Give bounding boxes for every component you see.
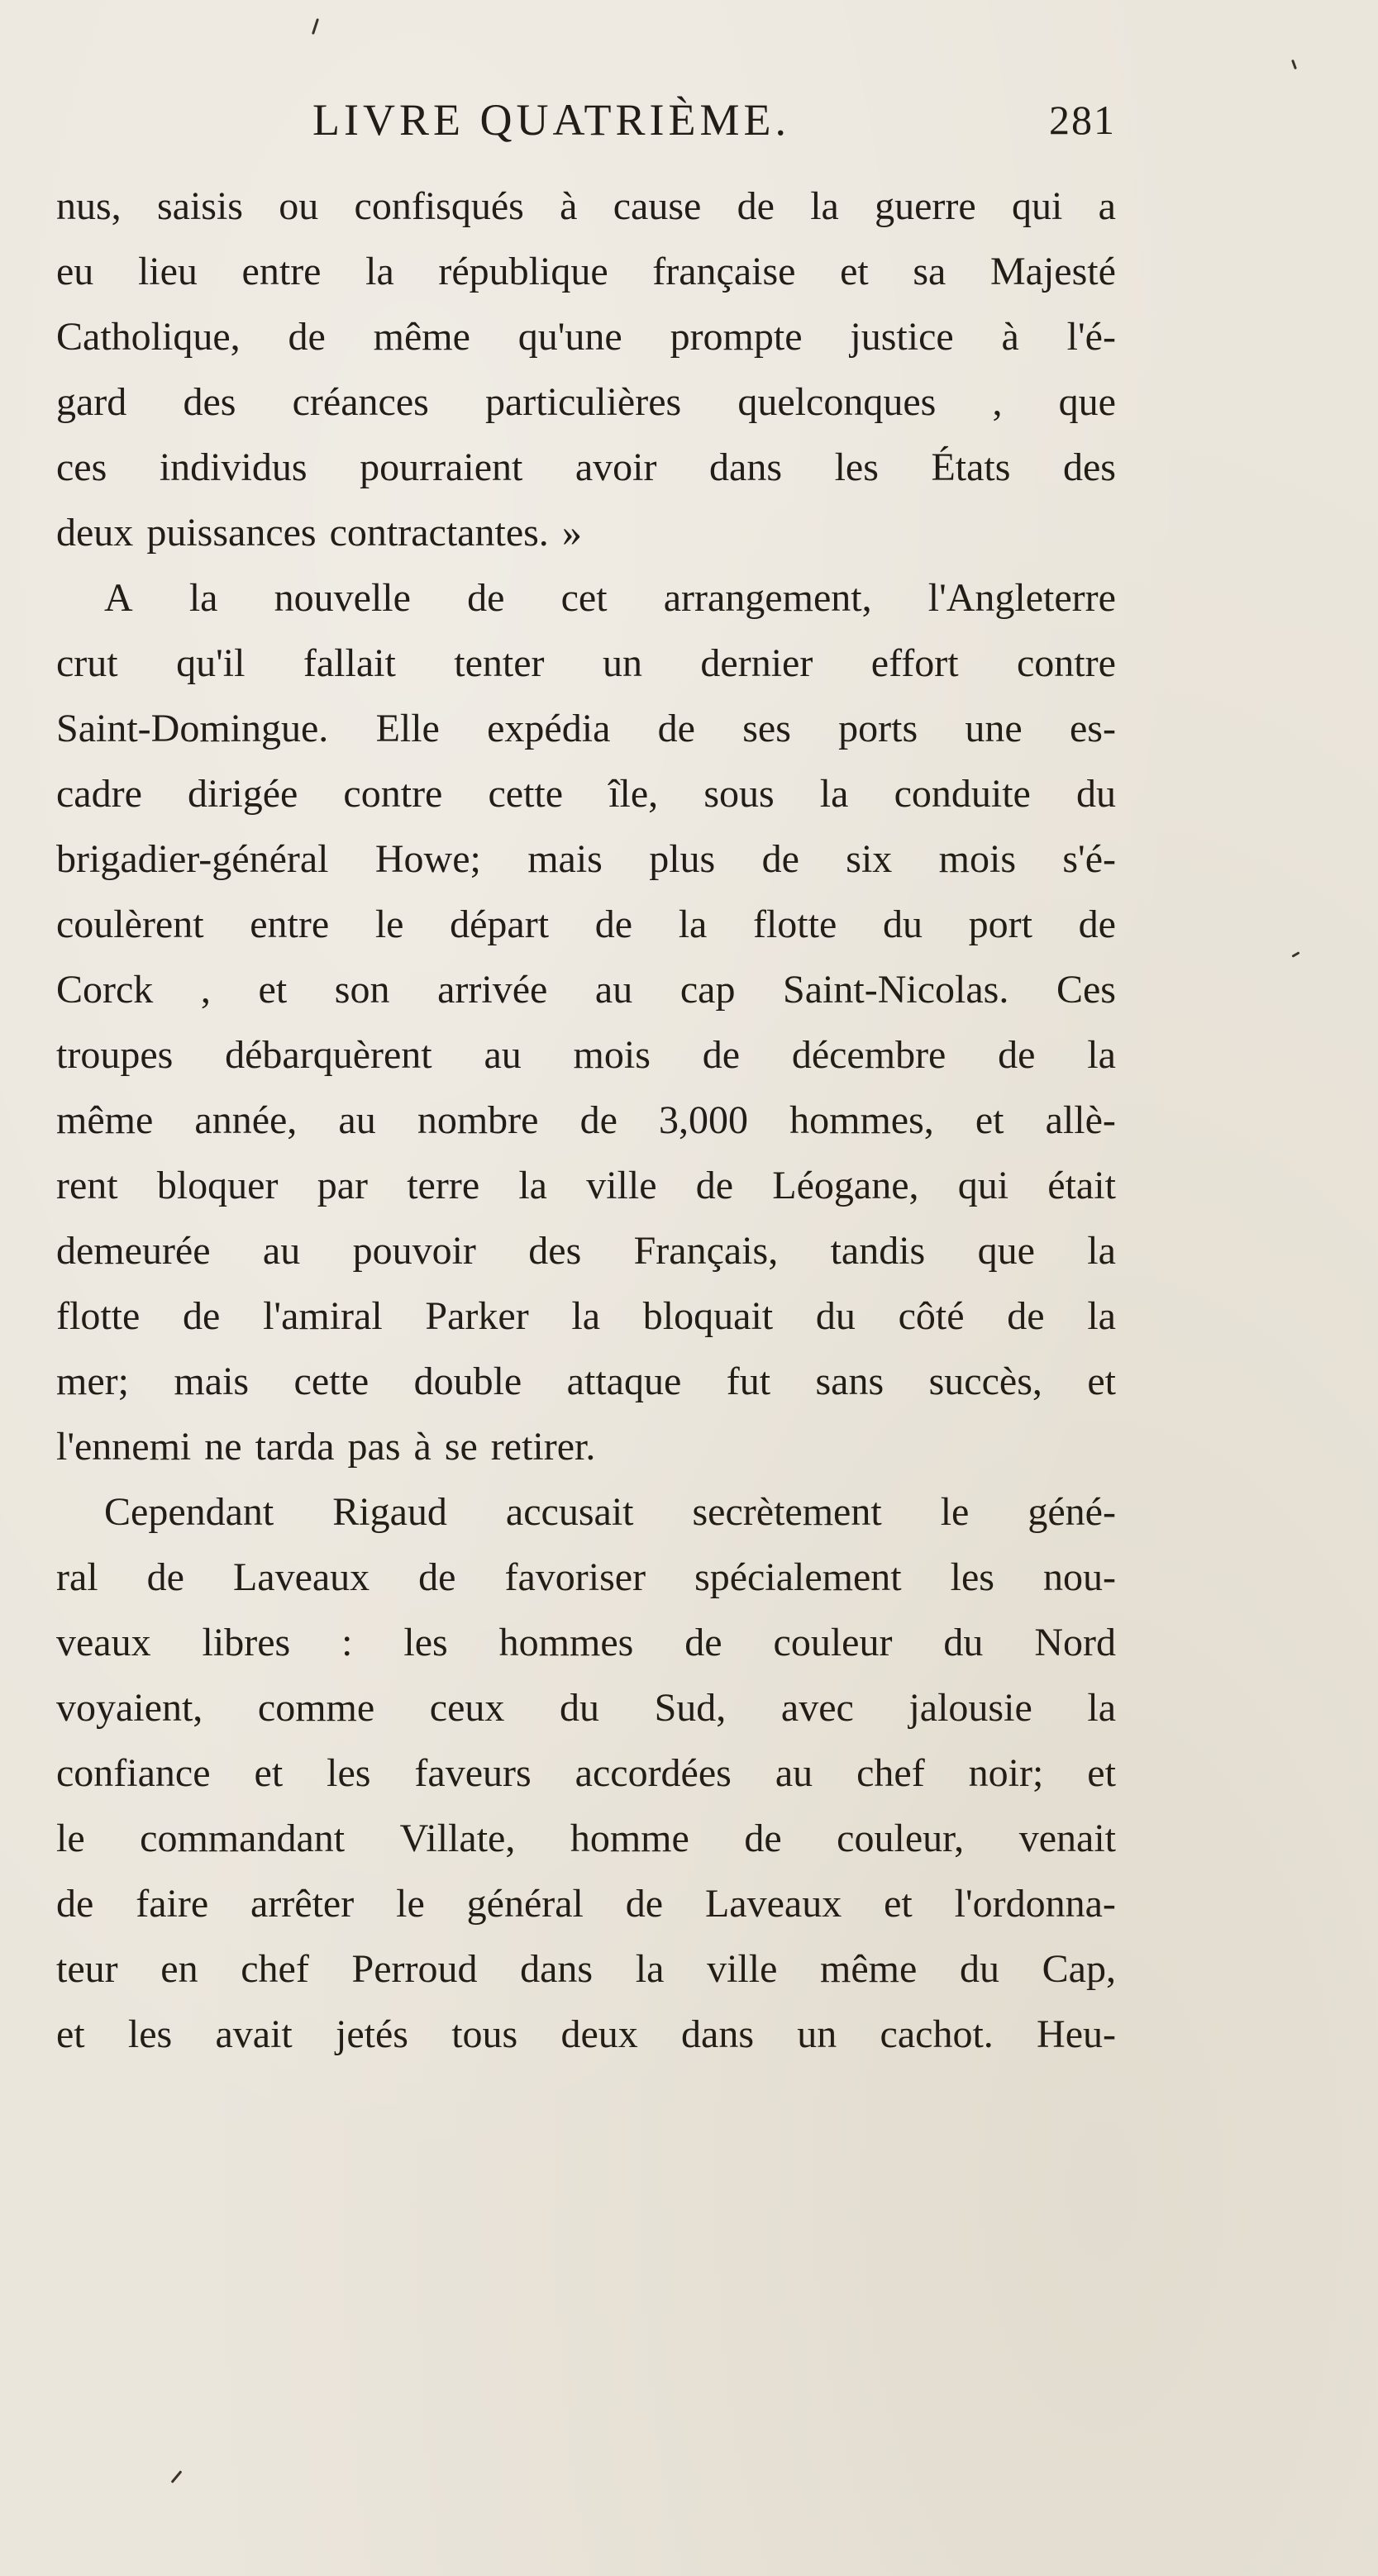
text-line: voyaient, comme ceux du Sud, avec jalousie la	[56, 1686, 1116, 1730]
text-line: Corck , et son arrivée au cap Saint-Nicolas. Ces	[56, 968, 1116, 1012]
text-line: A la nouvelle de cet arrangement, l'Angleterre	[104, 576, 1116, 620]
text-line: coulèrent entre le départ de la flotte du port de	[56, 902, 1116, 946]
text-line: de faire arrêter le général de Laveaux et l'ordonna-	[56, 1882, 1116, 1926]
text-line: eu lieu entre la république française et sa Majesté	[56, 250, 1116, 293]
text-line: troupes débarquèrent au mois de décembre de la	[56, 1033, 1116, 1077]
text-line: rent bloquer par terre la ville de Léogane, qui était	[56, 1164, 1116, 1207]
text-line: gard des créances particulières quelconques , que	[56, 380, 1116, 424]
text-line: et les avait jetés tous deux dans un cachot. Heu-	[56, 2012, 1116, 2056]
text-line: demeurée au pouvoir des Français, tandis que la	[56, 1229, 1116, 1273]
text-line: teur en chef Perroud dans la ville même du Cap,	[56, 1947, 1116, 1991]
text-line: l'ennemi ne tarda pas à se retirer.	[56, 1425, 596, 1469]
ink-speck	[171, 2470, 183, 2483]
text-line: ces individus pourraient avoir dans les États des	[56, 445, 1116, 489]
ink-speck	[1291, 951, 1299, 958]
text-line: deux puissances contractantes. »	[56, 511, 582, 555]
text-line: même année, au nombre de 3,000 hommes, et allè-	[56, 1098, 1116, 1142]
text-line: flotte de l'amiral Parker la bloquait du côté de la	[56, 1294, 1116, 1338]
text-line: Saint-Domingue. Elle expédia de ses ports une es-	[56, 707, 1116, 750]
text-line: confiance et les faveurs accordées au chef noir; et	[56, 1751, 1116, 1795]
text-line: Cependant Rigaud accusait secrètement le géné-	[104, 1490, 1116, 1534]
body-text	[56, 174, 1116, 2067]
text-line: brigadier-général Howe; mais plus de six mois s'é-	[56, 837, 1116, 881]
text-line: mer; mais cette double attaque fut sans succès, et	[56, 1359, 1116, 1403]
text-line: le commandant Villate, homme de couleur, venait	[56, 1817, 1116, 1860]
text-line: ral de Laveaux de favoriser spécialement les nou-	[56, 1555, 1116, 1599]
text-line: crut qu'il fallait tenter un dernier effort contre	[56, 641, 1116, 685]
text-line: nus, saisis ou confisqués à cause de la guerre qui a	[56, 184, 1116, 228]
text-line: veaux libres : les hommes de couleur du Nord	[56, 1621, 1116, 1664]
text-line: cadre dirigée contre cette île, sous la conduite du	[56, 772, 1116, 816]
text-line: Catholique, de même qu'une prompte justice à l'é-	[56, 315, 1116, 359]
ink-speck	[312, 18, 319, 35]
running-title: LIVRE QUATRIÈME.	[312, 95, 790, 145]
ink-speck	[1291, 60, 1297, 69]
running-header	[56, 83, 1116, 157]
page-number: 281	[1049, 97, 1116, 143]
